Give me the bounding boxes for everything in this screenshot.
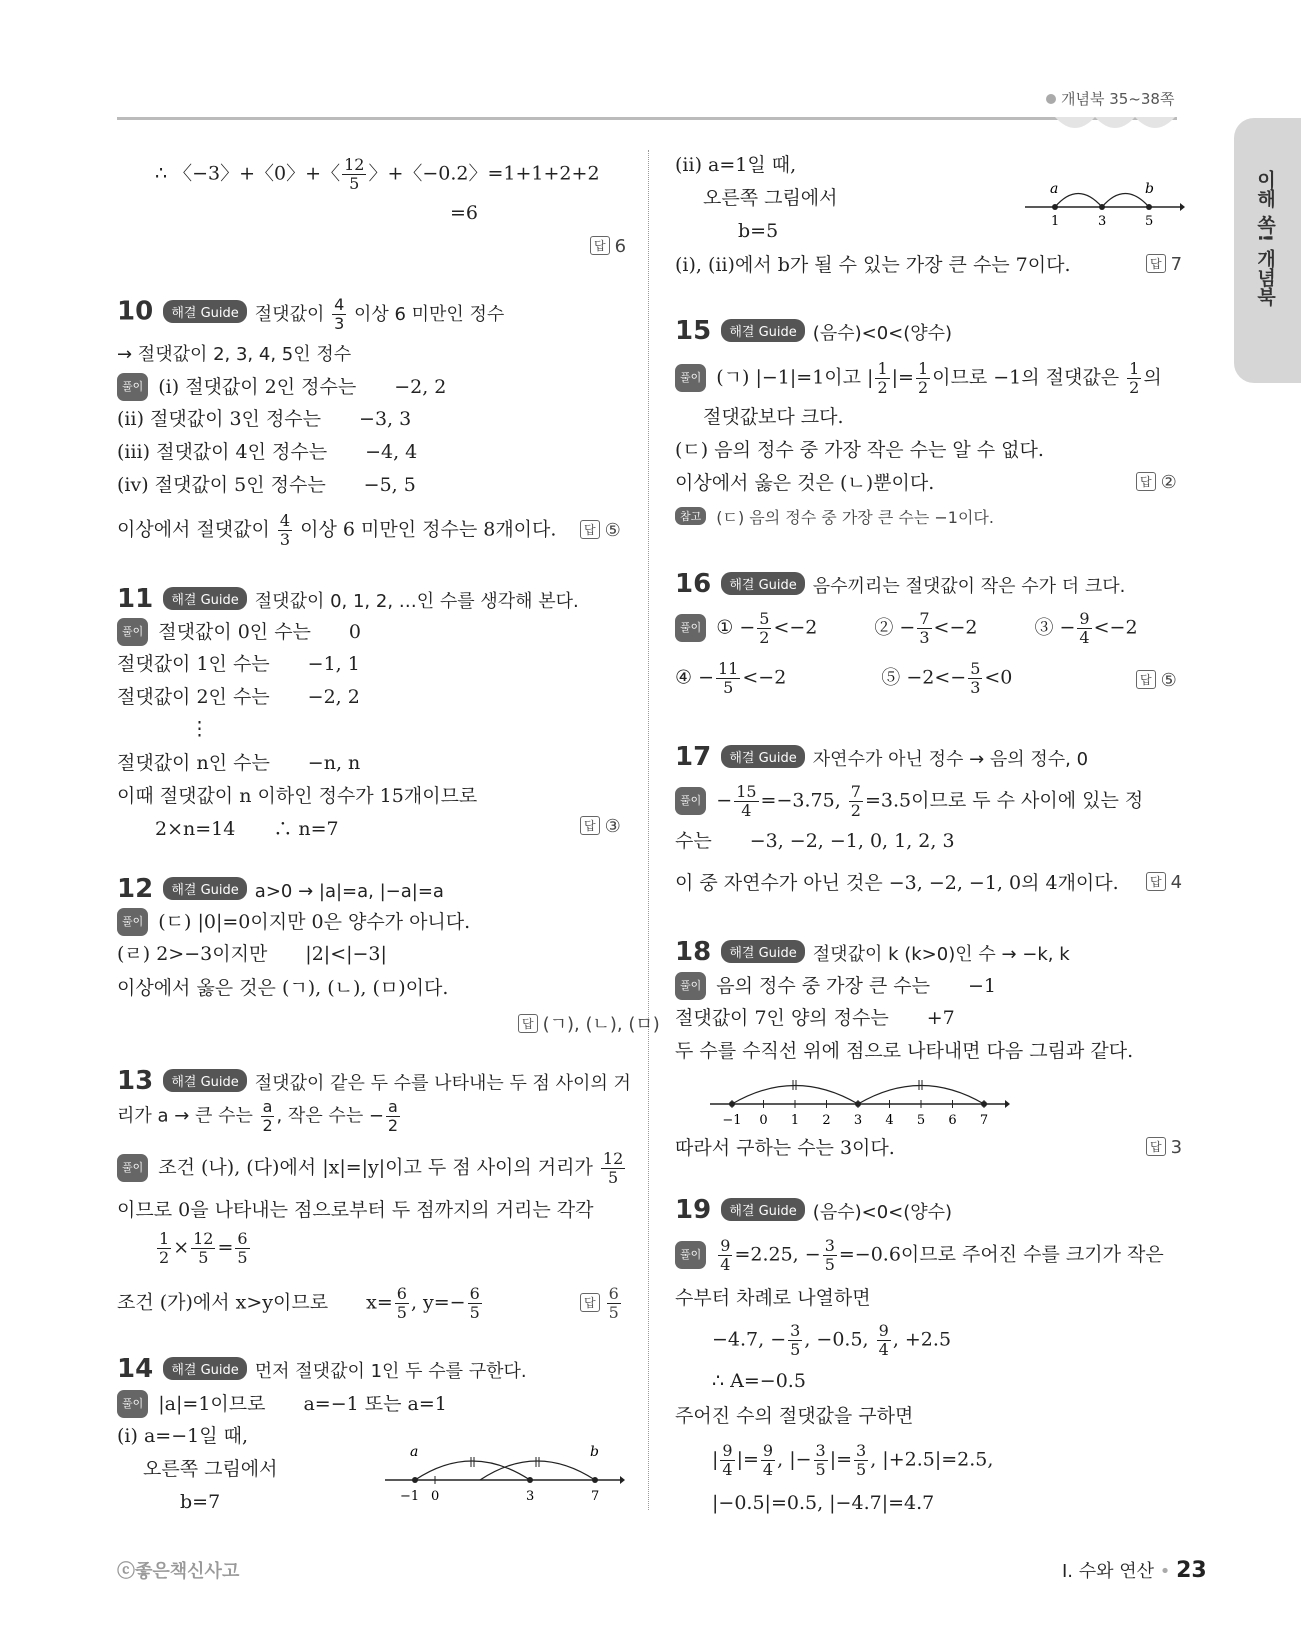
p19-line4: ∴ A=−0.5 xyxy=(712,1370,806,1392)
footer-chapter: Ⅰ. 수와 연산 • 23 xyxy=(1062,1558,1207,1583)
p17-heading: 17 해결 Guide 자연수가 아닌 정수 → 음의 정수, 0 xyxy=(675,742,1089,772)
p12-line1: 풀이 (ㄷ) |0|=0이지만 0은 양수가 아니다. xyxy=(117,908,470,936)
header-wave-decoration xyxy=(1055,117,1180,139)
p10-line4: (ⅳ) 절댓값이 5인 정수는 −5, 5 xyxy=(117,474,416,496)
p17-line1: 풀이 − $\frac{15}{4}$ =−3.75, $\frac{7}{2}$ =3.5이므로 두 수 사이에 있는 정 xyxy=(675,783,1143,820)
p13-heading: 13 해결 Guide 절댓값이 같은 두 수를 나타내는 두 점 사이의 거 xyxy=(117,1066,631,1096)
p18-line2: 절댓값이 7인 양의 정수는 +7 xyxy=(675,1007,955,1029)
p12-line2: (ㄹ) 2>−3이지만 |2|<|−3| xyxy=(117,943,387,965)
p14-line3: 오른쪽 그림에서 xyxy=(143,1458,278,1480)
p18-tick-label: 6 xyxy=(948,1113,957,1128)
nl1-tick-7: 7 xyxy=(591,1489,600,1504)
p10-heading: 10 해결 Guide 절댓값이 $\frac{4}{3}$ 이상 6 미만인 정수 xyxy=(117,295,505,333)
p18-tick-label: 0 xyxy=(759,1113,768,1128)
p18-tick-label: 4 xyxy=(885,1113,894,1128)
p10-arrow: → 절댓값이 2, 3, 4, 5인 정수 xyxy=(117,344,352,365)
bullet-icon xyxy=(1046,94,1056,104)
nl1-tick-3: 3 xyxy=(526,1489,535,1504)
p14-heading: 14 해결 Guide 먼저 절댓값이 1인 두 수를 구한다. xyxy=(117,1354,527,1384)
p18-heading: 18 해결 Guide 절댓값이 k (k>0)인 수 → −k, k xyxy=(675,937,1070,967)
p19-line3: −4.7, − $\frac{3}{5}$ , −0.5, $\frac{9}{4}$ , +2.5 xyxy=(712,1321,952,1359)
p14-number-line-2 xyxy=(1025,180,1185,230)
p13-line2: 이므로 0을 나타내는 점으로부터 두 점까지의 거리는 각각 xyxy=(117,1199,594,1221)
p17-line3: 이 중 자연수가 아닌 것은 −3, −2, −1, 0의 4개이다. xyxy=(675,872,1119,894)
footer-publisher: ⓒ좋은책신사고 xyxy=(117,1561,240,1582)
p18-tick-label: 7 xyxy=(979,1113,989,1128)
p19-line1: 풀이 $\frac{9}{4}$ =2.25, − $\frac{3}{5}$ =−0.6이므로 주어진 수를 크기가 작은 xyxy=(675,1237,1164,1274)
p15-line2: 절댓값보다 크다. xyxy=(703,406,844,428)
side-tab-label: 이해 쏙! 개념북 xyxy=(1254,170,1276,306)
p11-answer: 답 ③ xyxy=(580,816,621,837)
p19-heading: 19 해결 Guide (음수)<0<(양수) xyxy=(675,1195,953,1225)
p14-number-line-1 xyxy=(385,1442,625,1506)
p14-conclusion: (ⅰ), (ⅱ)에서 b가 될 수 있는 가장 큰 수는 7이다. xyxy=(675,254,1071,276)
nl2-a: a xyxy=(1050,181,1059,197)
p18-tick-label: 1 xyxy=(790,1113,800,1128)
header-ref: 개념북 35~38쪽 xyxy=(1046,88,1174,109)
p13-line3: $\frac{1}{2}$ × $\frac{12}{5}$ = $\frac{6}{5}$ xyxy=(159,1229,248,1267)
p14-answer: 답 7 xyxy=(1146,254,1182,275)
p14-line7: b=5 xyxy=(738,220,779,242)
p18-line4: 따라서 구하는 수는 3이다. xyxy=(675,1137,895,1159)
p15-line4: 이상에서 옳은 것은 (ㄴ)뿐이다. xyxy=(675,472,935,494)
p12-heading: 12 해결 Guide a>0 → |a|=a, |−a|=a xyxy=(117,874,444,904)
nl2-tick-1: 1 xyxy=(1051,214,1060,229)
p13-answer: 답 $\frac{6}{5}$ xyxy=(580,1285,623,1322)
p12-line3: 이상에서 옳은 것은 (ㄱ), (ㄴ), (ㅁ)이다. xyxy=(117,977,449,999)
p10-line1: 풀이 (ⅰ) 절댓값이 2인 정수는 −2, 2 xyxy=(117,373,446,401)
p11-line1: 풀이 절댓값이 0인 수는 0 xyxy=(117,618,361,646)
p16-answer: 답 ⑤ xyxy=(1136,670,1177,691)
p16-row2: ④ − $\frac{11}{5}$ <−2 ⑤ −2<− $\frac{5}{3}$ <0 xyxy=(675,659,1013,697)
p13-line1: 풀이 조건 (나), (다)에서 |x|=|y|이고 두 점 사이의 거리가 $\frac{12}{5}$ xyxy=(117,1150,627,1187)
p18-tick-label: 2 xyxy=(822,1113,831,1128)
p10-line3: (ⅲ) 절댓값이 4인 정수는 −4, 4 xyxy=(117,441,418,463)
p19-line2: 수부터 차례로 나열하면 xyxy=(675,1287,871,1309)
nl2-tick-5: 5 xyxy=(1145,214,1154,229)
p11-heading: 11 해결 Guide 절댓값이 0, 1, 2, …인 수를 생각해 본다. xyxy=(117,584,579,614)
nl1-a: a xyxy=(410,1444,419,1460)
p16-row1: 풀이 ① − $\frac{5}{2}$ <−2 ② − $\frac{7}{3}$ <−2 ③ − $\frac{9}{4}$ <−2 xyxy=(675,610,1138,647)
p16-heading: 16 해결 Guide 음수끼리는 절댓값이 작은 수가 더 크다. xyxy=(675,569,1126,599)
p13-guide2: 리가 a → 큰 수는 $\frac{a}{2}$ , 작은 수는 − $\frac{a}{2}$ xyxy=(117,1097,399,1135)
p18-number-line xyxy=(710,1072,1010,1128)
p14-line2: (ⅰ) a=−1일 때, xyxy=(117,1425,248,1447)
p11-line7: 2×n=14 ∴ n=7 xyxy=(155,818,339,840)
p11-dots: ⋮ xyxy=(190,718,209,740)
p19-line5: 주어진 수의 절댓값을 구하면 xyxy=(675,1405,914,1427)
p18-tick-label: −1 xyxy=(722,1113,742,1128)
p9-line1: ∴ 〈−3〉+〈0〉+〈 $\frac{12}{5}$ 〉+〈−0.2〉=1+1+2+2 xyxy=(155,155,600,193)
p15-note: 참고 (ㄷ) 음의 정수 중 가장 큰 수는 −1이다. xyxy=(675,505,994,528)
nl1-b: b xyxy=(590,1444,599,1460)
p14-line4: b=7 xyxy=(180,1491,221,1513)
p19-line6: | $\frac{9}{4}$ |= $\frac{9}{4}$ , |− $\frac{3}{5}$ |= $\frac{3}{5}$ , |+2.5|=2.5, xyxy=(712,1441,994,1479)
p17-line2: 수는 −3, −2, −1, 0, 1, 2, 3 xyxy=(675,830,955,852)
p9-answer: 답 6 xyxy=(590,236,626,257)
column-divider xyxy=(648,150,649,1510)
p11-line5: 절댓값이 n인 수는 −n, n xyxy=(117,752,361,774)
p13-line4: 조건 (가)에서 x>y이므로 x= $\frac{6}{5}$ , y=− $\frac{6}{5}$ xyxy=(117,1284,480,1322)
p17-answer: 답 4 xyxy=(1146,872,1182,893)
p10-line2: (ⅱ) 절댓값이 3인 정수는 −3, 3 xyxy=(117,408,412,430)
p11-line2: 절댓값이 1인 수는 −1, 1 xyxy=(117,653,360,675)
p15-heading: 15 해결 Guide (음수)<0<(양수) xyxy=(675,316,953,346)
nl2-tick-3: 3 xyxy=(1098,214,1107,229)
p9-line2: =6 xyxy=(450,202,479,224)
nl1-tick-0: 0 xyxy=(431,1489,440,1504)
p14-line1: 풀이 |a|=1이므로 a=−1 또는 a=1 xyxy=(117,1390,447,1418)
p18-tick-label: 5 xyxy=(916,1113,926,1128)
p15-answer: 답 ② xyxy=(1136,472,1177,493)
p14-line6: 오른쪽 그림에서 xyxy=(703,187,838,209)
p18-line3: 두 수를 수직선 위에 점으로 나타내면 다음 그림과 같다. xyxy=(675,1040,1134,1062)
p14-line5: (ⅱ) a=1일 때, xyxy=(675,154,797,176)
p15-line1: 풀이 (ㄱ) |−1|=1이고 | $\frac{1}{2}$ |= $\frac{1}{2}$ 이므로 −1의 절댓값은 $\frac{1}{2}$ 의 xyxy=(675,360,1162,397)
p19-line7: |−0.5|=0.5, |−4.7|=4.7 xyxy=(712,1492,935,1514)
p11-line3: 절댓값이 2인 수는 −2, 2 xyxy=(117,686,360,708)
p11-line6: 이때 절댓값이 n 이하인 정수가 15개이므로 xyxy=(117,785,478,807)
p12-answer: 답 (ㄱ), (ㄴ), (ㅁ) xyxy=(518,1010,660,1036)
p18-line1: 풀이 음의 정수 중 가장 큰 수는 −1 xyxy=(675,972,996,1000)
p15-line3: (ㄷ) 음의 정수 중 가장 작은 수는 알 수 없다. xyxy=(675,439,1044,461)
p18-answer: 답 3 xyxy=(1146,1137,1182,1158)
p10-conclusion: 이상에서 절댓값이 $\frac{4}{3}$ 이상 6 미만인 정수는 8개이다. xyxy=(117,511,557,549)
p18-tick-label: 3 xyxy=(853,1113,863,1128)
p10-answer: 답 ⑤ xyxy=(580,520,621,541)
nl2-b: b xyxy=(1145,181,1154,197)
header-rule xyxy=(117,117,1177,120)
nl1-tick-m1: −1 xyxy=(400,1489,420,1504)
